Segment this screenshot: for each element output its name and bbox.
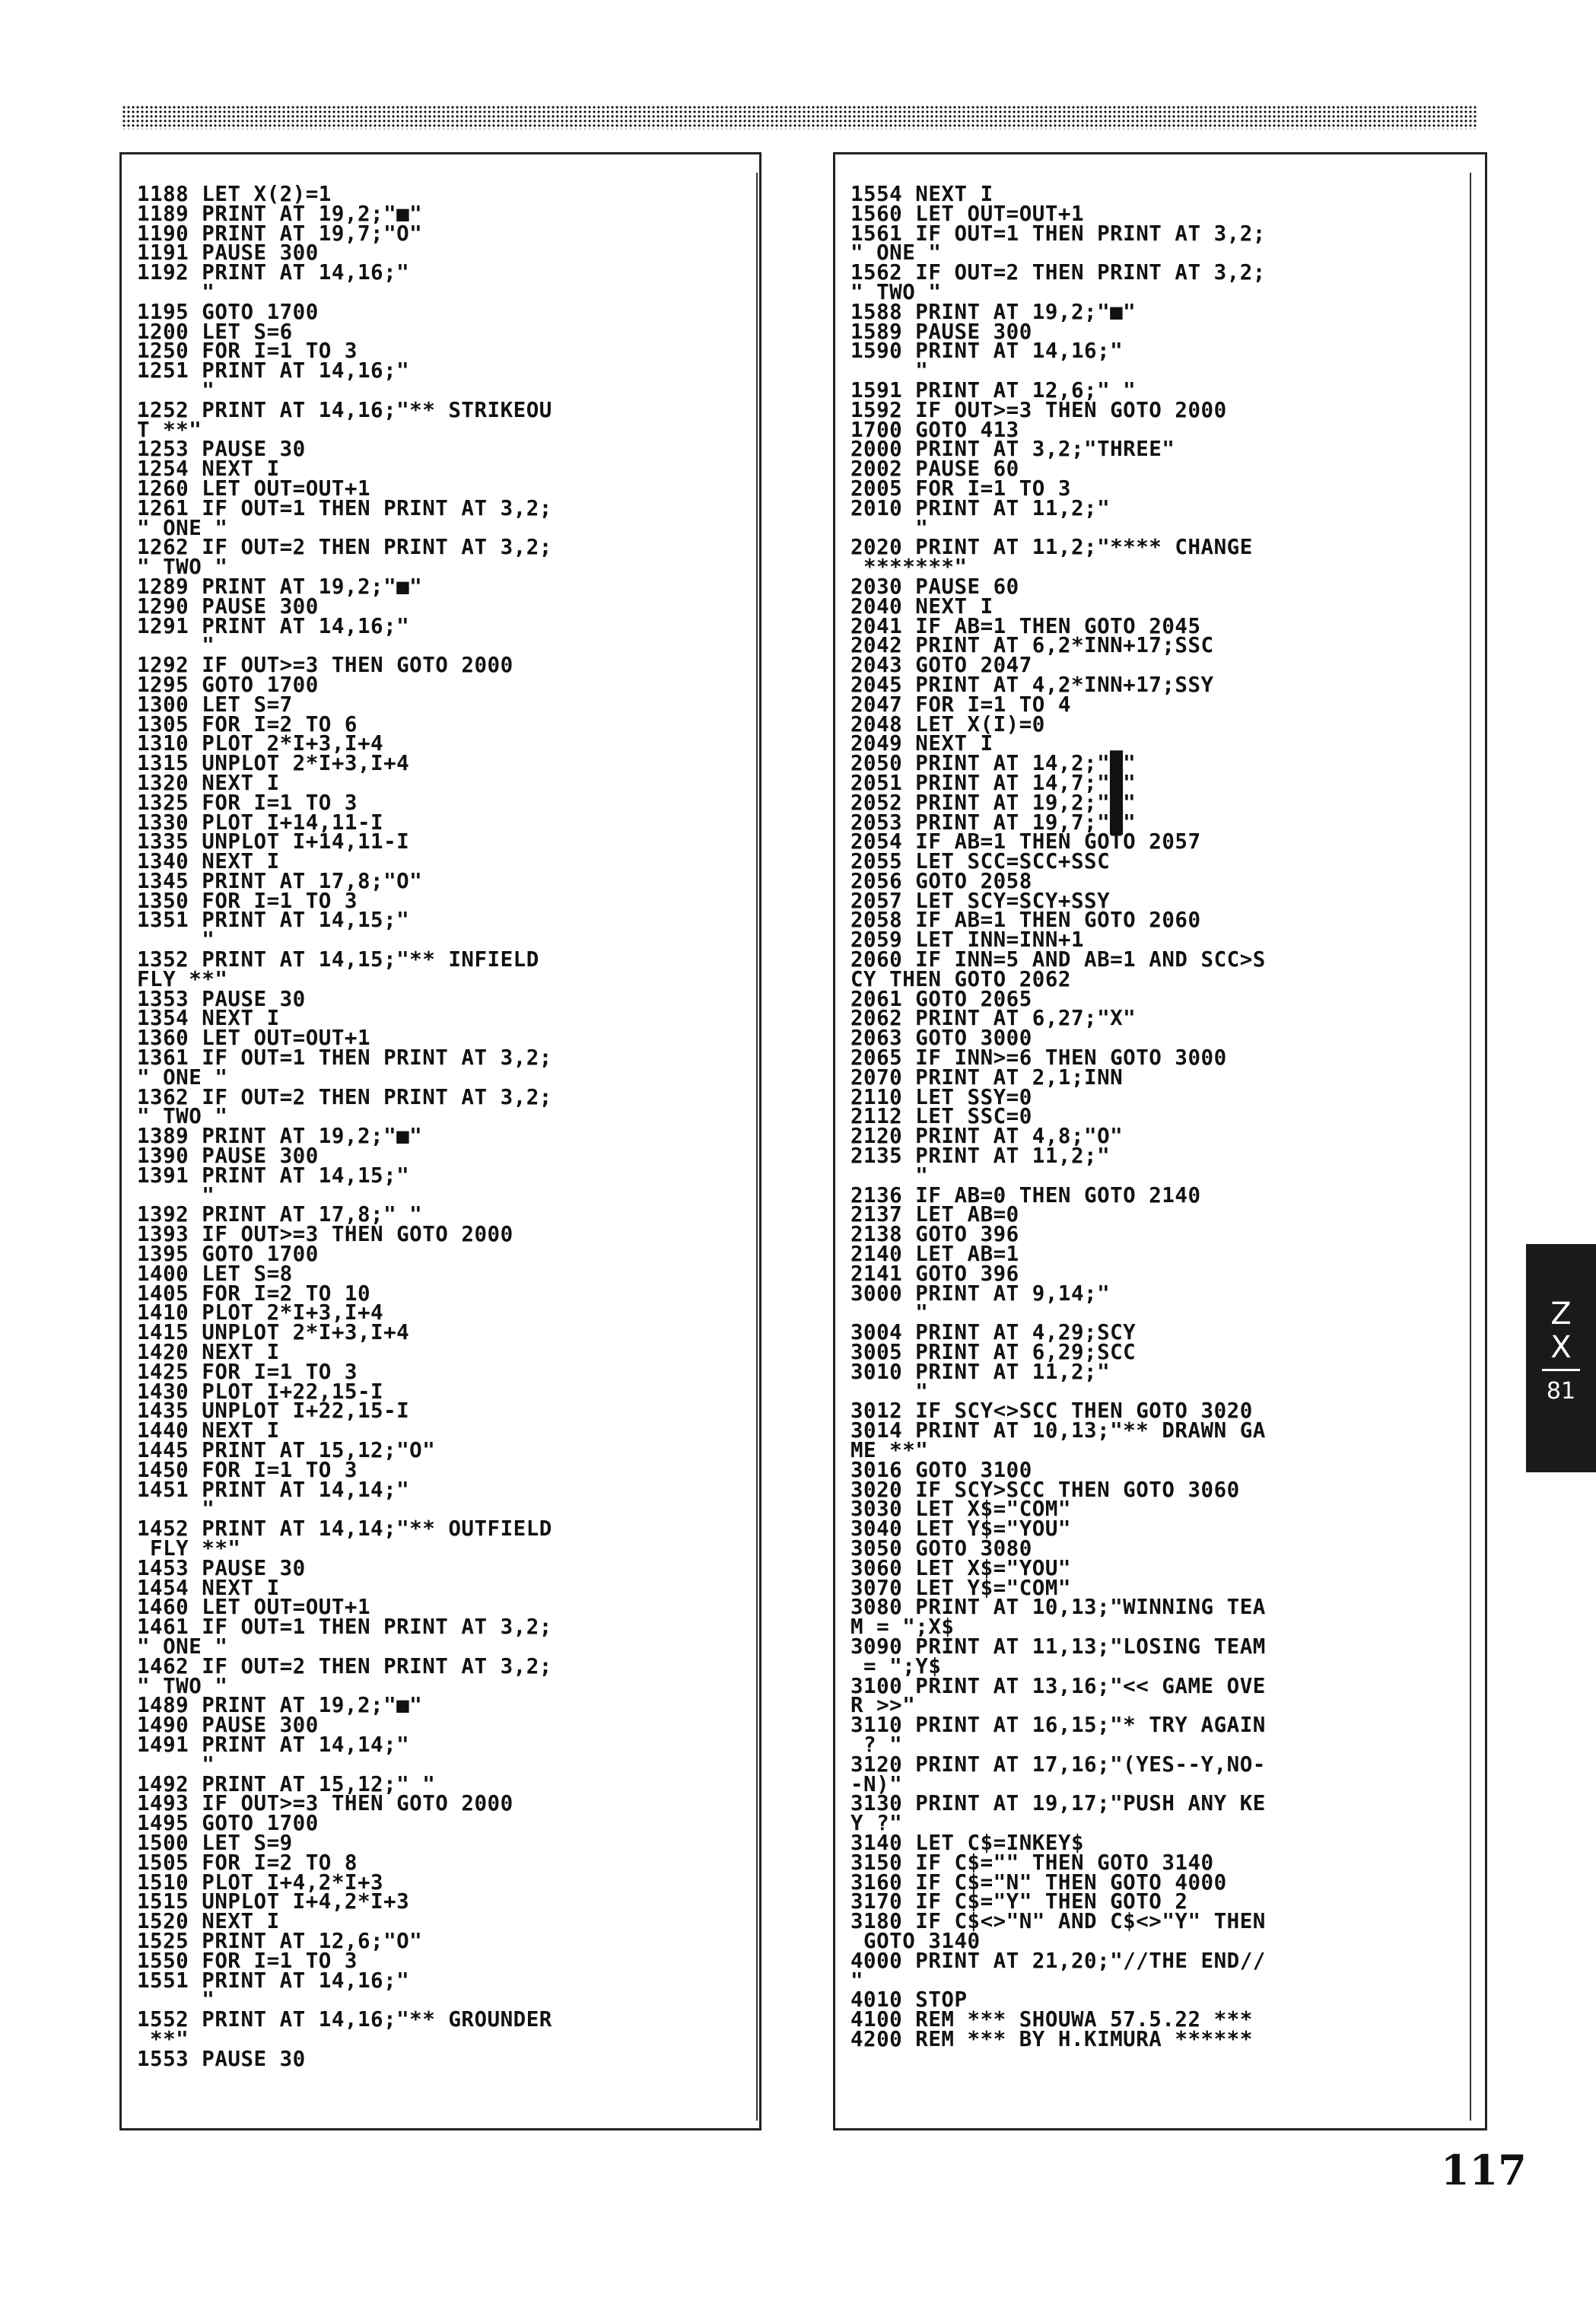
code-line: 1391 PRINT AT 14,15;"	[137, 1163, 410, 1188]
code-line: 1305 FOR I=2 TO 6	[137, 711, 358, 737]
code-line: 2053 PRINT AT 19,7;"█"	[850, 810, 1137, 835]
code-line: 4200 REM *** BY H.KIMURA ******	[850, 2026, 1253, 2051]
code-line: 2063 GOTO 3000	[850, 1026, 1032, 1051]
code-line: 2047 FOR I=1 TO 4	[850, 692, 1071, 717]
code-line: Y ?"	[850, 1811, 903, 1836]
code-line: 1552 PRINT AT 14,16;"** GROUNDER	[137, 2007, 552, 2032]
code-line: 3020 IF SCY>SCC THEN GOTO 3060	[850, 1477, 1240, 1502]
code-line: 1350 FOR I=1 TO 3	[137, 888, 358, 913]
code-line: 3060 LET X$="YOU"	[850, 1555, 1071, 1580]
code-line: 1525 PRINT AT 12,6;"O"	[137, 1928, 423, 1953]
code-line: 3180 IF C$<>"N" AND C$<>"Y" THEN	[850, 1909, 1266, 1934]
code-line: 1495 GOTO 1700	[137, 1811, 319, 1836]
code-line: 3070 LET Y$="COM"	[850, 1575, 1071, 1600]
code-line: 1393 IF OUT>=3 THEN GOTO 2000	[137, 1222, 513, 1247]
code-line: 1354 NEXT I	[137, 1006, 280, 1031]
code-line: 1252 PRINT AT 14,16;"** STRIKEOU	[137, 397, 552, 422]
code-line: 1300 LET S=7	[137, 692, 293, 717]
column-rule	[756, 173, 758, 2121]
code-line: 1440 NEXT I	[137, 1418, 280, 1443]
code-line: 2030 PAUSE 60	[850, 574, 1019, 599]
code-line: 1360 LET OUT=OUT+1	[137, 1026, 371, 1051]
code-line: 1310 PLOT 2*I+3,I+4	[137, 731, 384, 756]
code-line: 1260 LET OUT=OUT+1	[137, 476, 371, 501]
code-line: FLY **"	[137, 966, 228, 991]
code-line: " ONE "	[137, 1634, 228, 1659]
code-line: 1461 IF OUT=1 THEN PRINT AT 3,2;	[137, 1615, 552, 1640]
code-line: "	[850, 1379, 929, 1404]
code-line: 1192 PRINT AT 14,16;"	[137, 260, 410, 285]
code-line: 2140 LET AB=1	[850, 1242, 1019, 1267]
code-line: 1560 LET OUT=OUT+1	[850, 201, 1085, 226]
code-line: "	[850, 1163, 929, 1188]
code-line: 3004 PRINT AT 4,29;SCY	[850, 1320, 1137, 1345]
column-rule	[1470, 173, 1471, 2121]
code-line: 3005 PRINT AT 6,29;SCC	[850, 1340, 1137, 1365]
code-line: 1250 FOR I=1 TO 3	[137, 339, 358, 364]
code-line: 2055 LET SCC=SCC+SSC	[850, 849, 1111, 874]
code-line: 1352 PRINT AT 14,15;"** INFIELD	[137, 947, 539, 972]
code-line: 1490 PAUSE 300	[137, 1713, 319, 1738]
code-line: 2005 FOR I=1 TO 3	[850, 476, 1071, 501]
code-line: 1492 PRINT AT 15,12;" "	[137, 1771, 436, 1796]
code-line: 1551 PRINT AT 14,16;"	[137, 1968, 410, 1993]
code-line: 1554 NEXT I	[850, 182, 994, 206]
code-line: 2043 GOTO 2047	[850, 653, 1032, 678]
code-line: 2056 GOTO 2058	[850, 868, 1032, 893]
code-line: "	[850, 358, 929, 383]
code-line: 1445 PRINT AT 15,12;"O"	[137, 1438, 436, 1462]
code-line: 3040 LET Y$="YOU"	[850, 1516, 1071, 1542]
page-number: 117	[1441, 2146, 1527, 2194]
code-line: "	[137, 279, 215, 304]
code-line: 1325 FOR I=1 TO 3	[137, 790, 358, 815]
code-line: 2136 IF AB=0 THEN GOTO 2140	[850, 1182, 1201, 1208]
code-line: 2057 LET SCY=SCY+SSY	[850, 888, 1111, 913]
side-tab-letter-z: Z	[1550, 1297, 1572, 1332]
code-line: 3090 PRINT AT 11,13;"LOSING TEAM	[850, 1634, 1266, 1659]
code-line: " ONE "	[137, 515, 228, 540]
code-line: 1191 PAUSE 300	[137, 240, 319, 266]
code-line: 1392 PRINT AT 17,8;" "	[137, 1202, 423, 1227]
code-line: 1195 GOTO 1700	[137, 299, 319, 324]
code-line: 2135 PRINT AT 11,2;"	[850, 1144, 1111, 1169]
code-line: 4100 REM *** SHOUWA 57.5.22 ***	[850, 2007, 1253, 2032]
left-code-lines	[137, 182, 744, 2071]
code-line: GOTO 3140	[850, 1928, 981, 1953]
code-line: CY THEN GOTO 2062	[850, 966, 1071, 991]
code-line: "	[137, 928, 215, 953]
code-line: 1550 FOR I=1 TO 3	[137, 1948, 358, 1973]
code-line: 3014 PRINT AT 10,13;"** DRAWN GA	[850, 1418, 1266, 1443]
code-line: 1253 PAUSE 30	[137, 437, 306, 462]
top-dotted-border	[122, 105, 1477, 129]
code-line: **"	[137, 2026, 189, 2051]
code-line: 3130 PRINT AT 19,17;"PUSH ANY KE	[850, 1791, 1266, 1816]
code-line: T **"	[137, 417, 202, 442]
code-line: 2041 IF AB=1 THEN GOTO 2045	[850, 613, 1201, 638]
code-line: 1454 NEXT I	[137, 1575, 280, 1600]
code-line: 1289 PRINT AT 19,2;"■"	[137, 574, 423, 599]
code-line: "	[850, 1968, 864, 1993]
code-line: 1520 NEXT I	[137, 1909, 280, 1934]
code-line: 1251 PRINT AT 14,16;"	[137, 358, 410, 383]
code-line: 2051 PRINT AT 14,7;"█"	[850, 770, 1137, 795]
code-line: "	[137, 1987, 215, 2013]
code-line: 1491 PRINT AT 14,14;"	[137, 1732, 410, 1757]
code-line: "	[137, 633, 215, 658]
code-line: 1292 IF OUT>=3 THEN GOTO 2000	[137, 653, 513, 678]
code-line: 1500 LET S=9	[137, 1830, 293, 1855]
right-code-lines	[850, 182, 1470, 2051]
code-line: 1553 PAUSE 30	[137, 2046, 306, 2071]
code-line: 2002 PAUSE 60	[850, 457, 1019, 482]
code-line: 1588 PRINT AT 19,2;"■"	[850, 299, 1137, 324]
code-line: 3030 LET X$="COM"	[850, 1497, 1071, 1522]
code-line: 2112 LET SSC=0	[850, 1104, 1032, 1129]
code-line: 3010 PRINT AT 11,2;"	[850, 1359, 1111, 1384]
code-line: 1451 PRINT AT 14,14;"	[137, 1477, 410, 1502]
side-tab-rule	[1542, 1369, 1580, 1371]
code-line: " TWO "	[137, 1673, 228, 1698]
code-line: "	[137, 377, 215, 403]
code-line: "	[137, 1182, 215, 1208]
code-line: 2070 PRINT AT 2,1;INN	[850, 1064, 1124, 1090]
code-line: 2048 LET X(I)=0	[850, 711, 1045, 737]
code-line: 3012 IF SCY<>SCC THEN GOTO 3020	[850, 1399, 1253, 1424]
code-line: 1395 GOTO 1700	[137, 1242, 319, 1267]
code-line: 2042 PRINT AT 6,2*INN+17;SSC	[850, 633, 1214, 658]
code-line: 1262 IF OUT=2 THEN PRINT AT 3,2;	[137, 535, 552, 560]
code-line: 1361 IF OUT=1 THEN PRINT AT 3,2;	[137, 1045, 552, 1071]
code-line: 1700 GOTO 413	[850, 417, 1019, 442]
code-line: 1589 PAUSE 300	[850, 319, 1032, 344]
code-line: 1450 FOR I=1 TO 3	[137, 1457, 358, 1482]
code-line: " TWO "	[137, 555, 228, 580]
code-line: 2059 LET INN=INN+1	[850, 928, 1085, 953]
code-line: 1400 LET S=8	[137, 1261, 293, 1286]
code-line: 1389 PRINT AT 19,2;"■"	[137, 1124, 423, 1149]
code-line: 2020 PRINT AT 11,2;"**** CHANGE	[850, 535, 1253, 560]
code-line: 1420 NEXT I	[137, 1340, 280, 1365]
code-line: ? "	[850, 1732, 903, 1757]
code-line: 1562 IF OUT=2 THEN PRINT AT 3,2;	[850, 260, 1266, 285]
code-line: 1291 PRINT AT 14,16;"	[137, 613, 410, 638]
code-line: " TWO "	[137, 1104, 228, 1129]
code-line: 2065 IF INN>=6 THEN GOTO 3000	[850, 1045, 1227, 1071]
code-line: 1390 PAUSE 300	[137, 1144, 319, 1169]
code-line: 2110 LET SSY=0	[850, 1084, 1032, 1109]
code-line: 1435 UNPLOT I+22,15-I	[137, 1399, 410, 1424]
code-line: 1261 IF OUT=1 THEN PRINT AT 3,2;	[137, 495, 552, 520]
code-line: 1189 PRINT AT 19,2;"■"	[137, 201, 423, 226]
code-line: 3000 PRINT AT 9,14;"	[850, 1281, 1111, 1306]
code-line: 1430 PLOT I+22,15-I	[137, 1379, 384, 1404]
code-line: 1561 IF OUT=1 THEN PRINT AT 3,2;	[850, 221, 1266, 246]
code-line: 3050 GOTO 3080	[850, 1535, 1032, 1561]
code-line: " ONE "	[137, 1064, 228, 1090]
code-line: 1453 PAUSE 30	[137, 1555, 306, 1580]
code-line: "	[850, 1300, 929, 1325]
code-line: 3150 IF C$="" THEN GOTO 3140	[850, 1850, 1214, 1875]
code-line: 1462 IF OUT=2 THEN PRINT AT 3,2;	[137, 1653, 552, 1679]
code-line: 1345 PRINT AT 17,8;"O"	[137, 868, 423, 893]
code-line: 1200 LET S=6	[137, 319, 293, 344]
code-line: 1254 NEXT I	[137, 457, 280, 482]
zx81-side-tab	[1526, 1244, 1596, 1472]
right-listing-column	[833, 152, 1487, 2130]
code-line: 2141 GOTO 396	[850, 1261, 1019, 1286]
code-line: 3016 GOTO 3100	[850, 1457, 1032, 1482]
code-line: = ";Y$	[850, 1653, 942, 1679]
left-listing-column	[119, 152, 761, 2130]
code-line: FLY **"	[137, 1535, 241, 1561]
code-line: 3110 PRINT AT 16,15;"* TRY AGAIN	[850, 1713, 1266, 1738]
code-line: 1493 IF OUT>=3 THEN GOTO 2000	[137, 1791, 513, 1816]
code-line: 2052 PRINT AT 19,2;"█"	[850, 790, 1137, 815]
code-line: 2058 IF AB=1 THEN GOTO 2060	[850, 908, 1201, 933]
code-line: 1425 FOR I=1 TO 3	[137, 1359, 358, 1384]
code-line: 2061 GOTO 2065	[850, 986, 1032, 1011]
code-line: 1592 IF OUT>=3 THEN GOTO 2000	[850, 397, 1227, 422]
code-line: 1353 PAUSE 30	[137, 986, 306, 1011]
code-line: 2000 PRINT AT 3,2;"THREE"	[850, 437, 1175, 462]
code-line: 3100 PRINT AT 13,16;"<< GAME OVE	[850, 1673, 1266, 1698]
side-tab-letter-x: X	[1550, 1330, 1572, 1365]
code-line: " TWO "	[850, 279, 942, 304]
code-line: "	[137, 1752, 215, 1777]
code-line: 1515 UNPLOT I+4,2*I+3	[137, 1889, 410, 1914]
code-line: 3120 PRINT AT 17,16;"(YES--Y,NO-	[850, 1752, 1266, 1777]
code-line: "	[850, 515, 929, 540]
code-line: 1320 NEXT I	[137, 770, 280, 795]
code-line: 1591 PRINT AT 12,6;" "	[850, 377, 1137, 403]
code-line: ME **"	[850, 1438, 929, 1462]
code-line: 1290 PAUSE 300	[137, 593, 319, 619]
code-line: 3140 LET C$=INKEY$	[850, 1830, 1085, 1855]
code-line: 1410 PLOT 2*I+3,I+4	[137, 1300, 384, 1325]
code-line: 1405 FOR I=2 TO 10	[137, 1281, 371, 1306]
code-line: 1340 NEXT I	[137, 849, 280, 874]
code-line: 3160 IF C$="N" THEN GOTO 4000	[850, 1869, 1227, 1895]
code-line: 4010 STOP	[850, 1987, 968, 2013]
code-line: 4000 PRINT AT 21,20;"//THE END//	[850, 1948, 1266, 1973]
code-line: -N)"	[850, 1771, 903, 1796]
code-line: R >>"	[850, 1693, 916, 1718]
code-line: 2010 PRINT AT 11,2;"	[850, 495, 1111, 520]
code-line: 3080 PRINT AT 10,13;"WINNING TEA	[850, 1595, 1266, 1620]
side-tab-number: 81	[1546, 1378, 1576, 1405]
code-line: 2120 PRINT AT 4,8;"O"	[850, 1124, 1124, 1149]
code-line: 1452 PRINT AT 14,14;"** OUTFIELD	[137, 1516, 552, 1542]
code-line: "	[137, 1497, 215, 1522]
code-line: 1505 FOR I=2 TO 8	[137, 1850, 358, 1875]
code-line: 2045 PRINT AT 4,2*INN+17;SSY	[850, 672, 1214, 697]
code-line: 1460 LET OUT=OUT+1	[137, 1595, 371, 1620]
code-line: 1362 IF OUT=2 THEN PRINT AT 3,2;	[137, 1084, 552, 1109]
code-line: 2060 IF INN=5 AND AB=1 AND SCC>S	[850, 947, 1266, 972]
code-line: 2138 GOTO 396	[850, 1222, 1019, 1247]
code-line: 1315 UNPLOT 2*I+3,I+4	[137, 751, 410, 776]
code-line: 2040 NEXT I	[850, 593, 994, 619]
code-line: 2054 IF AB=1 THEN GOTO 2057	[850, 829, 1201, 854]
code-line: M = ";X$	[850, 1615, 955, 1640]
code-line: " ONE "	[850, 240, 942, 266]
code-line: *******"	[850, 555, 968, 580]
code-line: 1330 PLOT I+14,11-I	[137, 810, 384, 835]
code-line: 2062 PRINT AT 6,27;"X"	[850, 1006, 1137, 1031]
code-line: 1190 PRINT AT 19,7;"O"	[137, 221, 423, 246]
code-line: 1188 LET X(2)=1	[137, 182, 332, 206]
code-line: 2137 LET AB=0	[850, 1202, 1019, 1227]
code-line: 1335 UNPLOT I+14,11-I	[137, 829, 410, 854]
code-line: 3170 IF C$="Y" THEN GOTO 2	[850, 1889, 1188, 1914]
code-line: 2050 PRINT AT 14,2;"█"	[850, 751, 1137, 776]
code-line: 1415 UNPLOT 2*I+3,I+4	[137, 1320, 410, 1345]
code-line: 1295 GOTO 1700	[137, 672, 319, 697]
code-line: 1489 PRINT AT 19,2;"■"	[137, 1693, 423, 1718]
code-line: 1351 PRINT AT 14,15;"	[137, 908, 410, 933]
code-line: 1590 PRINT AT 14,16;"	[850, 339, 1124, 364]
code-line: 1510 PLOT I+4,2*I+3	[137, 1869, 384, 1895]
code-line: 2049 NEXT I	[850, 731, 994, 756]
